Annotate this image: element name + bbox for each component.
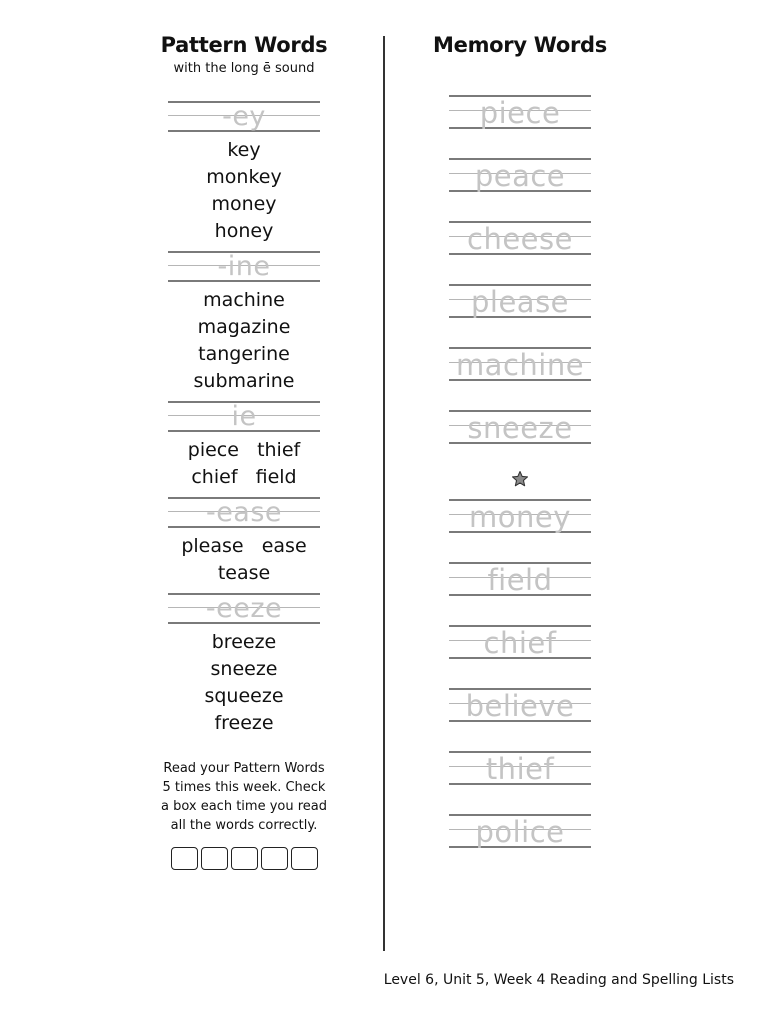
- memory-word: believe: [465, 689, 575, 723]
- memory-words-column: [430, 30, 610, 875]
- memory-word: sneeze: [467, 411, 573, 445]
- reading-checkbox[interactable]: [201, 847, 228, 870]
- pattern-words-title: Pattern Words: [160, 33, 328, 57]
- instruction-line: Read your Pattern Words: [163, 761, 325, 776]
- reading-instructions: [160, 759, 328, 835]
- reading-checkbox[interactable]: [291, 847, 318, 870]
- memory-word: peace: [474, 159, 566, 193]
- pattern-word: sneeze: [210, 658, 278, 680]
- pattern-words-subtitle: with the long ē sound: [173, 61, 315, 76]
- pattern-word: piece thief: [187, 439, 301, 461]
- pattern-word: money: [211, 193, 277, 215]
- memory-word-guide: [449, 686, 591, 723]
- instruction-line: 5 times this week. Check: [162, 780, 326, 795]
- pattern-word: honey: [214, 220, 274, 242]
- pattern-word: chief field: [191, 466, 297, 488]
- instruction-line: a box each time you read: [160, 799, 327, 814]
- memory-word: please: [470, 285, 570, 319]
- memory-word-guide: [449, 812, 591, 849]
- memory-word-guide: [449, 560, 591, 597]
- memory-word-guide: [449, 282, 591, 319]
- memory-word: cheese: [467, 222, 573, 256]
- memory-word-guide: [449, 345, 591, 382]
- reading-checkbox[interactable]: [231, 847, 258, 870]
- memory-word-guide: [449, 93, 591, 130]
- pattern-word: monkey: [206, 166, 282, 188]
- handwriting-guide: [168, 99, 320, 133]
- memory-word: money: [469, 500, 571, 534]
- memory-word: machine: [455, 348, 585, 382]
- memory-word: field: [487, 563, 553, 597]
- reading-checkbox[interactable]: [171, 847, 198, 870]
- trace-pattern: -ine: [217, 251, 271, 282]
- trace-pattern: -ey: [222, 101, 266, 132]
- pattern-word: key: [227, 139, 261, 161]
- memory-word-guide: [449, 623, 591, 660]
- pattern-word: freeze: [214, 712, 274, 734]
- memory-word-guide: [449, 749, 591, 786]
- memory-word: police: [475, 815, 565, 849]
- memory-words-title: Memory Words: [433, 33, 607, 57]
- star-divider: [430, 463, 610, 495]
- reading-checkbox[interactable]: [261, 847, 288, 870]
- pattern-word: submarine: [193, 370, 295, 392]
- pattern-word: tease: [217, 562, 271, 584]
- memory-word-guide: [449, 156, 591, 193]
- pattern-word: breeze: [211, 631, 277, 653]
- pattern-word: please ease: [181, 535, 307, 557]
- trace-pattern: ie: [231, 401, 257, 432]
- memory-word-guide: [449, 408, 591, 445]
- memory-word-guide: [449, 219, 591, 256]
- pattern-word: tangerine: [198, 343, 290, 365]
- handwriting-guide: [168, 591, 320, 625]
- column-divider: [383, 36, 385, 951]
- handwriting-guide: [168, 249, 320, 283]
- memory-word: chief: [483, 626, 557, 660]
- memory-word-guide: [449, 497, 591, 534]
- pattern-word: squeeze: [204, 685, 284, 707]
- handwriting-guide: [168, 399, 320, 433]
- instruction-line: all the words correctly.: [170, 818, 318, 833]
- pattern-word: machine: [203, 289, 285, 311]
- trace-pattern: -ease: [205, 497, 283, 528]
- trace-pattern: -eeze: [205, 593, 283, 624]
- memory-word: thief: [485, 752, 555, 786]
- memory-word: piece: [479, 96, 561, 130]
- handwriting-guide: [168, 495, 320, 529]
- star-icon: [511, 470, 529, 488]
- pattern-words-column: [160, 30, 328, 870]
- reading-checkboxes: [160, 847, 328, 870]
- page-footer: Level 6, Unit 5, Week 4 Reading and Spelling Lists: [383, 972, 734, 988]
- pattern-word: magazine: [197, 316, 291, 338]
